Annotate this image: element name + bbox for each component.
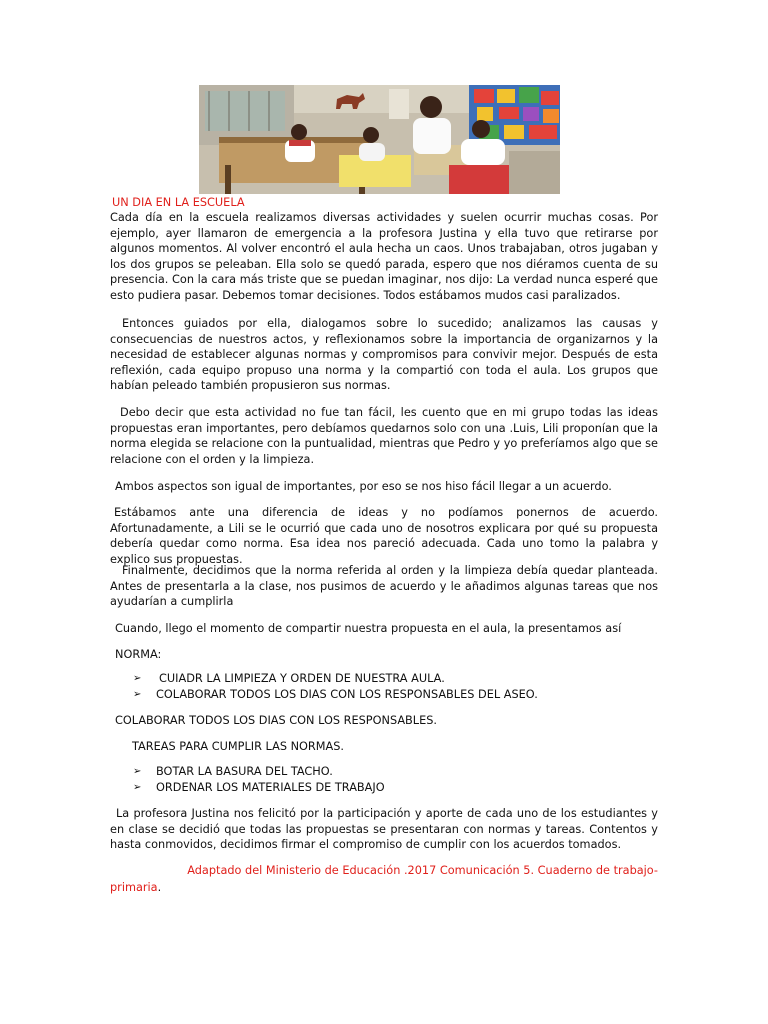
paragraph-7: Cuando, llego el momento de compartir nuestra propuesta en el aula, la presentamos así <box>115 622 622 635</box>
tareas-list <box>133 764 653 796</box>
paragraph-3: Debo decir que esta actividad no fue tan fácil, les cuento que en mi grupo todas las ideas propuestas eran importantes, pero debíamos quedarnos solo con una .Luis, Lili proponían que la norma elegida se relacione con la puntualidad, mientras que Pedro y yo preferíamos algo que se relacione con el orden y la limpieza. <box>110 406 658 466</box>
paragraph-5: Estábamos ante una diferencia de ideas y no podíamos ponernos de acuerdo. Afortunadamente, a Lili se le ocurrió que cada uno de nosotros explicara por qué su propuesta debería quedar como norma. Esa idea nos pareció adecuada. Cada uno tomo la palabra y explico sus propuestas. <box>110 506 658 566</box>
paragraph-6: Finalmente, decidimos que la norma referida al orden y la limpieza debía quedar planteada. Antes de presentarla a la clase, nos pusimos de acuerdo y le añadimos algunas tareas que nos ayudarían a cumplirla <box>110 564 658 609</box>
arrow-bullet-icon: ➢ <box>133 766 142 777</box>
paragraph-final: La profesora Justina nos felicitó por la participación y aporte de cada uno de los estudiantes y en clase se decidió que todas las propuestas se presentaran con normas y tareas. Contentos y hasta conmovidos, decidimos firmar el compromiso de cumplir con los acuerdos tomados. <box>110 807 658 852</box>
list-item: ➢ COLABORAR TODOS LOS DIAS CON LOS RESPONSABLES DEL ASEO. <box>133 688 538 701</box>
source-line-2: primaria <box>110 881 158 894</box>
list-item: ➢ CUIADR LA LIMPIEZA Y ORDEN DE NUESTRA AULA. <box>133 672 445 685</box>
classroom-photo <box>199 85 560 194</box>
paragraph-2: Entonces guiados por ella, dialogamos sobre lo sucedido; analizamos las causas y consecuencias de nuestros actos, y reflexionamos sobre la importancia de organizarnos y la necesidad de establecer algunas normas y compromisos para convivir mejor. Después de esta reflexión, cada equipo propuso una norma y la compartió con toda el aula. Los grupos que habían peleado también propusieron sus normas. <box>110 317 658 393</box>
document-title: UN DIA EN LA ESCUELA <box>112 196 245 209</box>
paragraph-4: Ambos aspectos son igual de importantes, por eso se nos hiso fácil llegar a un acuerdo. <box>115 480 612 493</box>
source-citation-end <box>110 879 658 896</box>
arrow-bullet-icon: ➢ <box>133 673 142 684</box>
source-line-1: Adaptado del Ministerio de Educación .2017 Comunicación 5. Cuaderno de trabajo- <box>187 864 658 877</box>
tareas-label: TAREAS PARA CUMPLIR LAS NORMAS. <box>132 740 345 753</box>
arrow-bullet-icon: ➢ <box>133 689 142 700</box>
norma-label: NORMA: <box>115 648 162 661</box>
arrow-bullet-icon: ➢ <box>133 782 142 793</box>
list-item: ➢ BOTAR LA BASURA DEL TACHO. <box>133 765 333 778</box>
list-item: ➢ ORDENAR LOS MATERIALES DE TRABAJO <box>133 781 385 794</box>
paragraph-1: Cada día en la escuela realizamos diversas actividades y suelen ocurrir muchas cosas. Por ejemplo, ayer llamaron de emergencia a la profesora Justina y ella tuvo que retirarse por algunos momentos. Al volver encontró el aula hecha un caos. Unos trabajaban, otros jugaban y los dos grupos se peleaban. Ella solo se quedó parada, espero que nos diéramos cuenta de su presencia. Con la cara más triste que se puedan imaginar, nos dijo: La verdad nunca esperé que esto pudiera pasar. Debemos tomar decisiones. Todos estábamos mudos casi paralizados. <box>110 211 658 302</box>
colaborar-line: COLABORAR TODOS LOS DIAS CON LOS RESPONSABLES. <box>115 714 438 727</box>
norma-list <box>133 671 653 703</box>
source-period: . <box>157 881 162 894</box>
source-citation <box>110 862 658 879</box>
